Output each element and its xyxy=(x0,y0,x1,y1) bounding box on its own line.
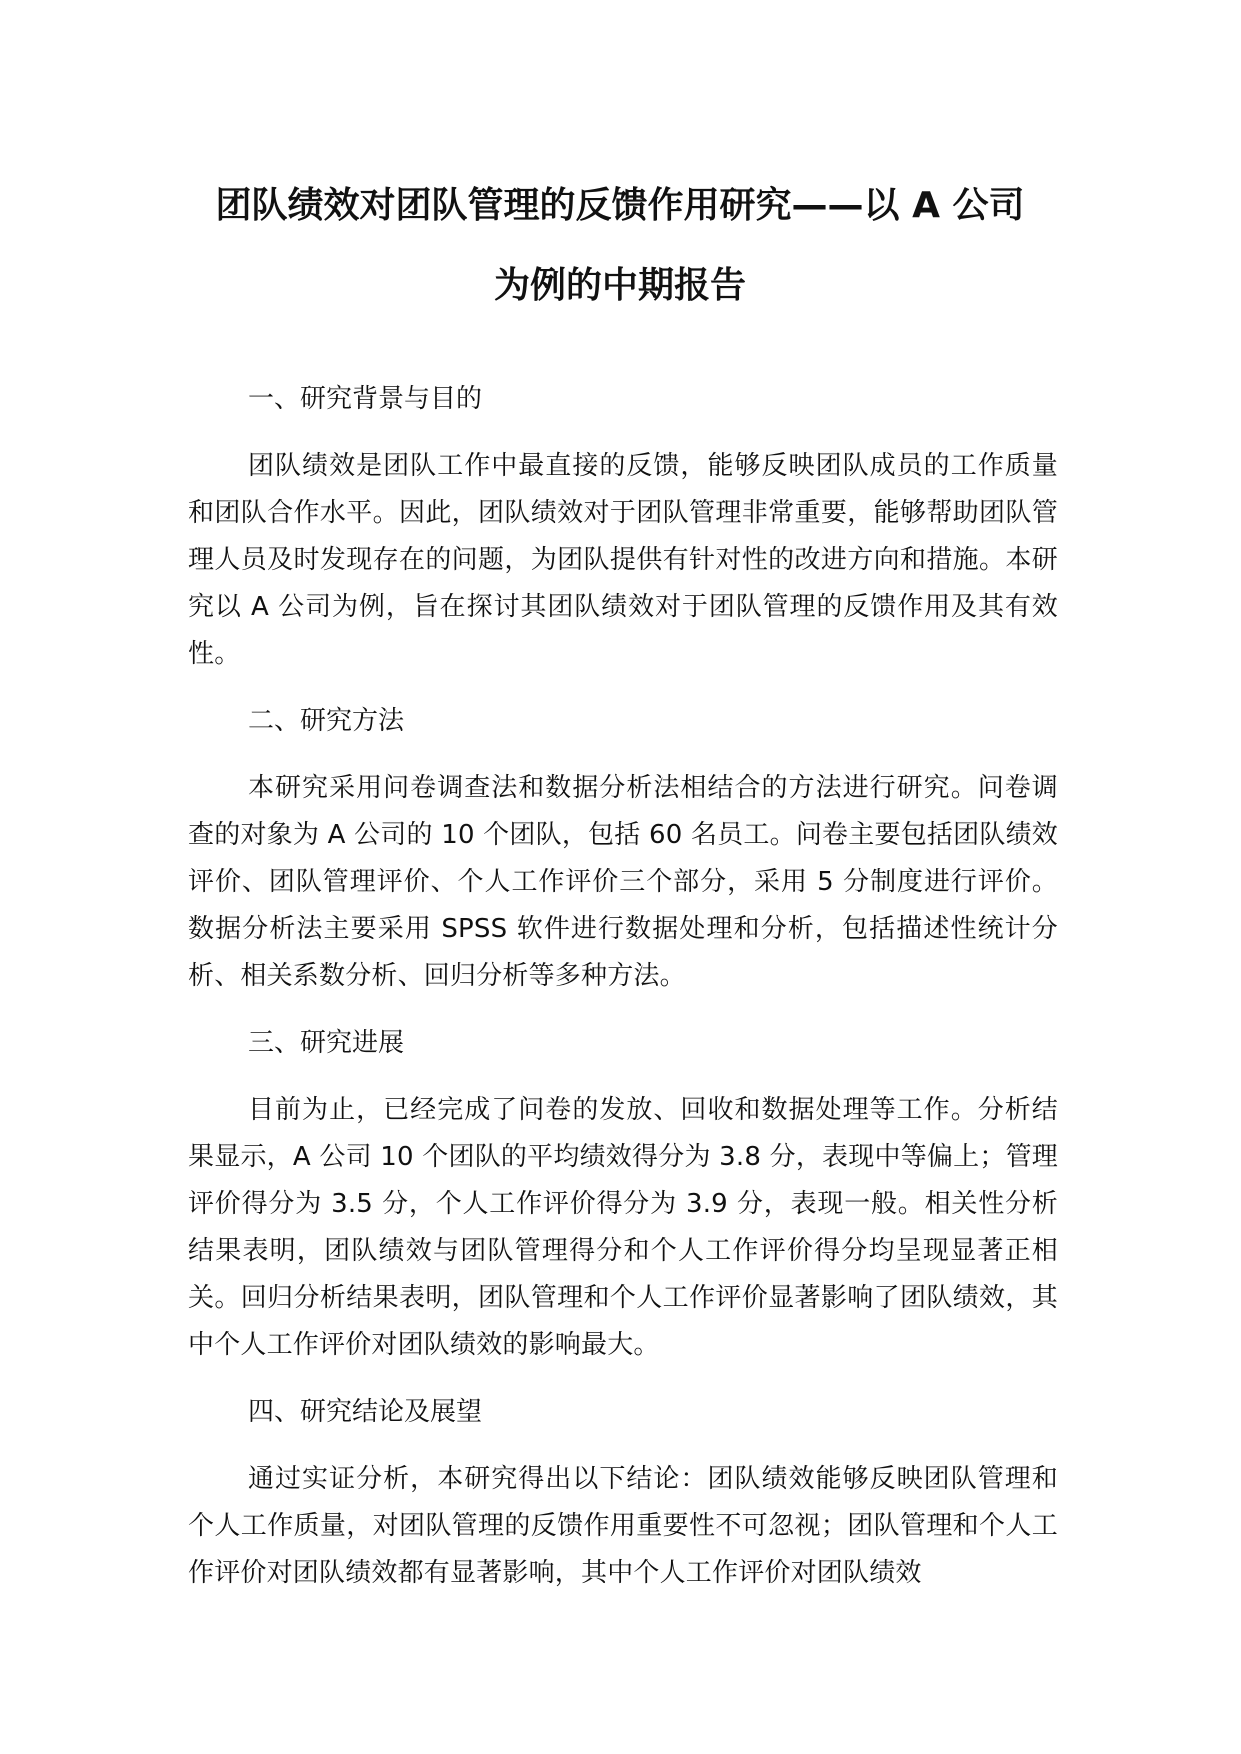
section-paragraph-method: 本研究采用问卷调查法和数据分析法相结合的方法进行研究。问卷调查的对象为 A 公司的 10 个团队，包括 60 名员工。问卷主要包括团队绩效评价、团队管理评价、个人工作评价三个部分，采用 5 分制度进行评价。数据分析法主要采用 SPSS 软件进行数据处理和分析，包括描述性统计分析、相关系数分析、回归分析等多种方法。 xyxy=(188,773,1058,991)
section-heading-conclusion: 四、研究结论及展望 xyxy=(248,1397,483,1427)
document-title-line-1: 团队绩效对团队管理的反馈作用研究——以 A 公司 xyxy=(215,185,1025,226)
section-paragraph-progress: 目前为止，已经完成了问卷的发放、回收和数据处理等工作。分析结果显示，A 公司 10 个团队的平均绩效得分为 3.8 分，表现中等偏上；管理评价得分为 3.5 分，个人工作评价得分为 3.9 分，表现一般。相关性分析结果表明，团队绩效与团队管理得分和个人工作评价得分均呈现显著正相关。回归分析结果表明，团队管理和个人工作评价显著影响了团队绩效，其中个人工作评价对团队绩效的影响最大。 xyxy=(188,1095,1058,1360)
section-paragraph-background: 团队绩效是团队工作中最直接的反馈，能够反映团队成员的工作质量和团队合作水平。因此，团队绩效对于团队管理非常重要，能够帮助团队管理人员及时发现存在的问题，为团队提供有针对性的改进方向和措施。本研究以 A 公司为例，旨在探讨其团队绩效对于团队管理的反馈作用及其有效性。 xyxy=(188,451,1058,669)
document-title-line-2: 为例的中期报告 xyxy=(493,265,746,306)
document-body xyxy=(188,376,1058,1617)
section-paragraph-conclusion: 通过实证分析，本研究得出以下结论：团队绩效能够反映团队管理和个人工作质量，对团队管理的反馈作用重要性不可忽视；团队管理和个人工作评价对团队绩效都有显著影响，其中个人工作评价对团队绩效 xyxy=(188,1464,1058,1588)
section-heading-progress: 三、研究进展 xyxy=(248,1028,405,1058)
section-heading-method: 二、研究方法 xyxy=(248,706,405,736)
section-heading-background: 一、研究背景与目的 xyxy=(248,384,483,414)
